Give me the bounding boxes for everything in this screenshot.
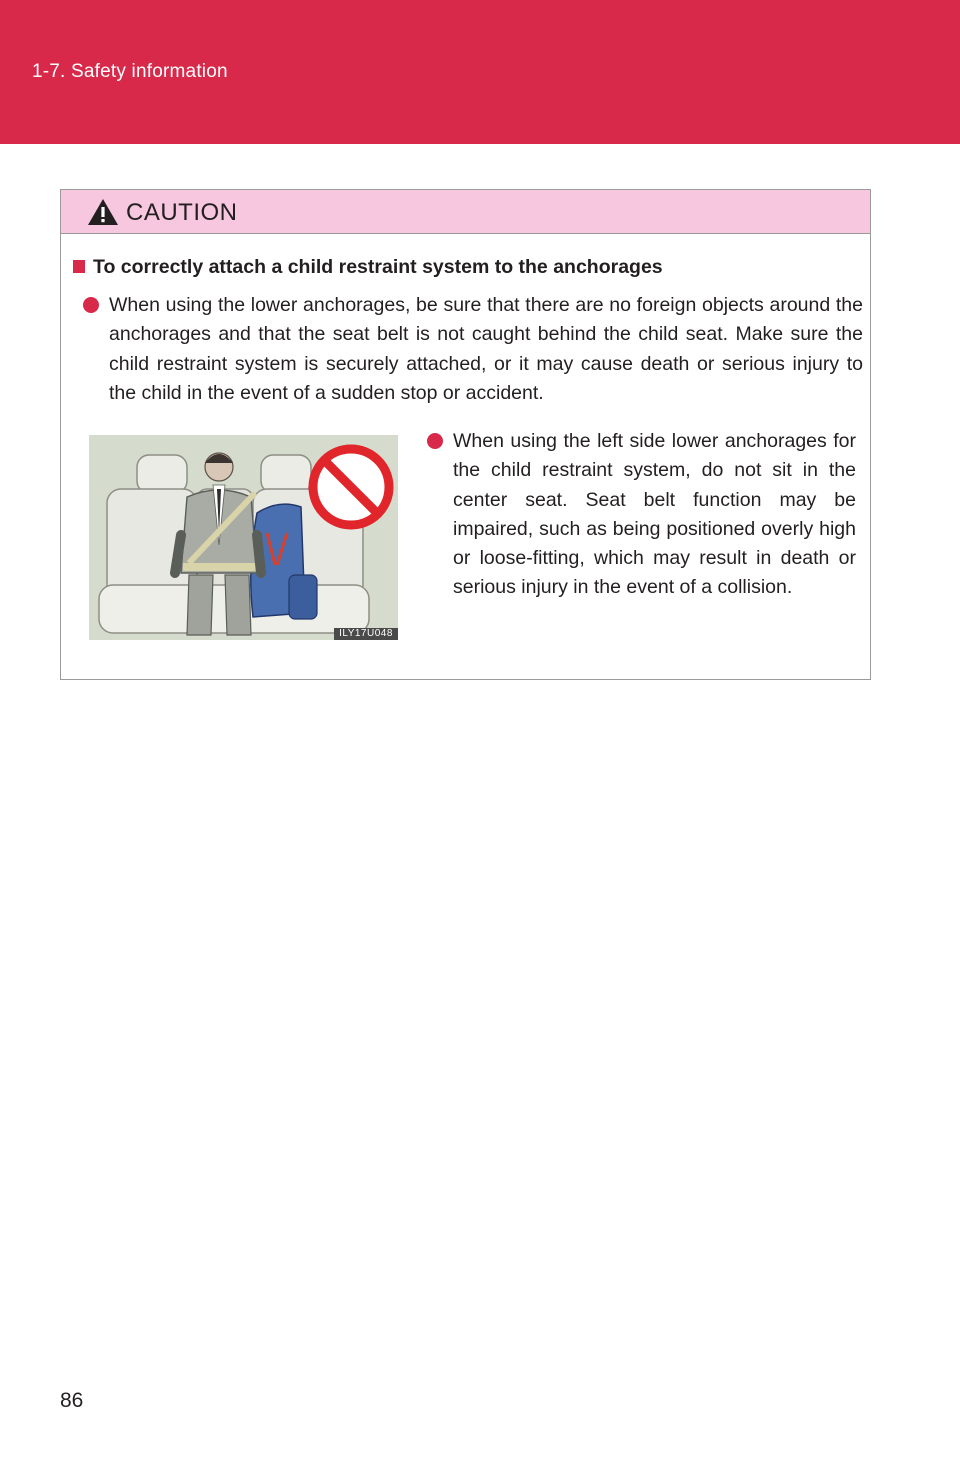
page-number: 86 — [60, 1389, 84, 1412]
caution-header — [61, 190, 870, 234]
figure-code: ILY17U048 — [334, 628, 398, 640]
section-header-bar — [0, 0, 960, 144]
seat-illustration-graphic — [89, 435, 398, 640]
square-bullet-icon — [73, 260, 85, 273]
caution-bullet-1-text: When using the lower anchorages, be sure that there are no foreign objects around the anchorages and that the seat belt is not caught behind the child seat. Make sure the child restraint system is securely attached, or it may cause death or serious injury to the child in the event of a sudden stop or accident. — [109, 294, 863, 404]
child-seat-illustration — [89, 435, 398, 640]
round-bullet-icon — [83, 297, 99, 313]
caution-bullet-1 — [109, 291, 863, 408]
caution-heading-text: To correctly attach a child restraint system to the anchorages — [93, 256, 663, 278]
caution-bullet-2 — [453, 427, 856, 603]
caution-heading — [73, 256, 663, 279]
caution-box — [60, 189, 871, 680]
round-bullet-icon — [427, 433, 443, 449]
section-title: 1-7. Safety information — [32, 61, 228, 82]
caution-bullet-2-text: When using the left side lower anchorages for the child restraint system, do not sit in the center seat. Seat belt function may be impaired, such as being positioned overly high or loose-fitting, which may result in death or serious injury in the event of a collision. — [453, 430, 856, 599]
caution-label: CAUTION — [126, 199, 238, 226]
warning-triangle-icon — [87, 198, 119, 226]
